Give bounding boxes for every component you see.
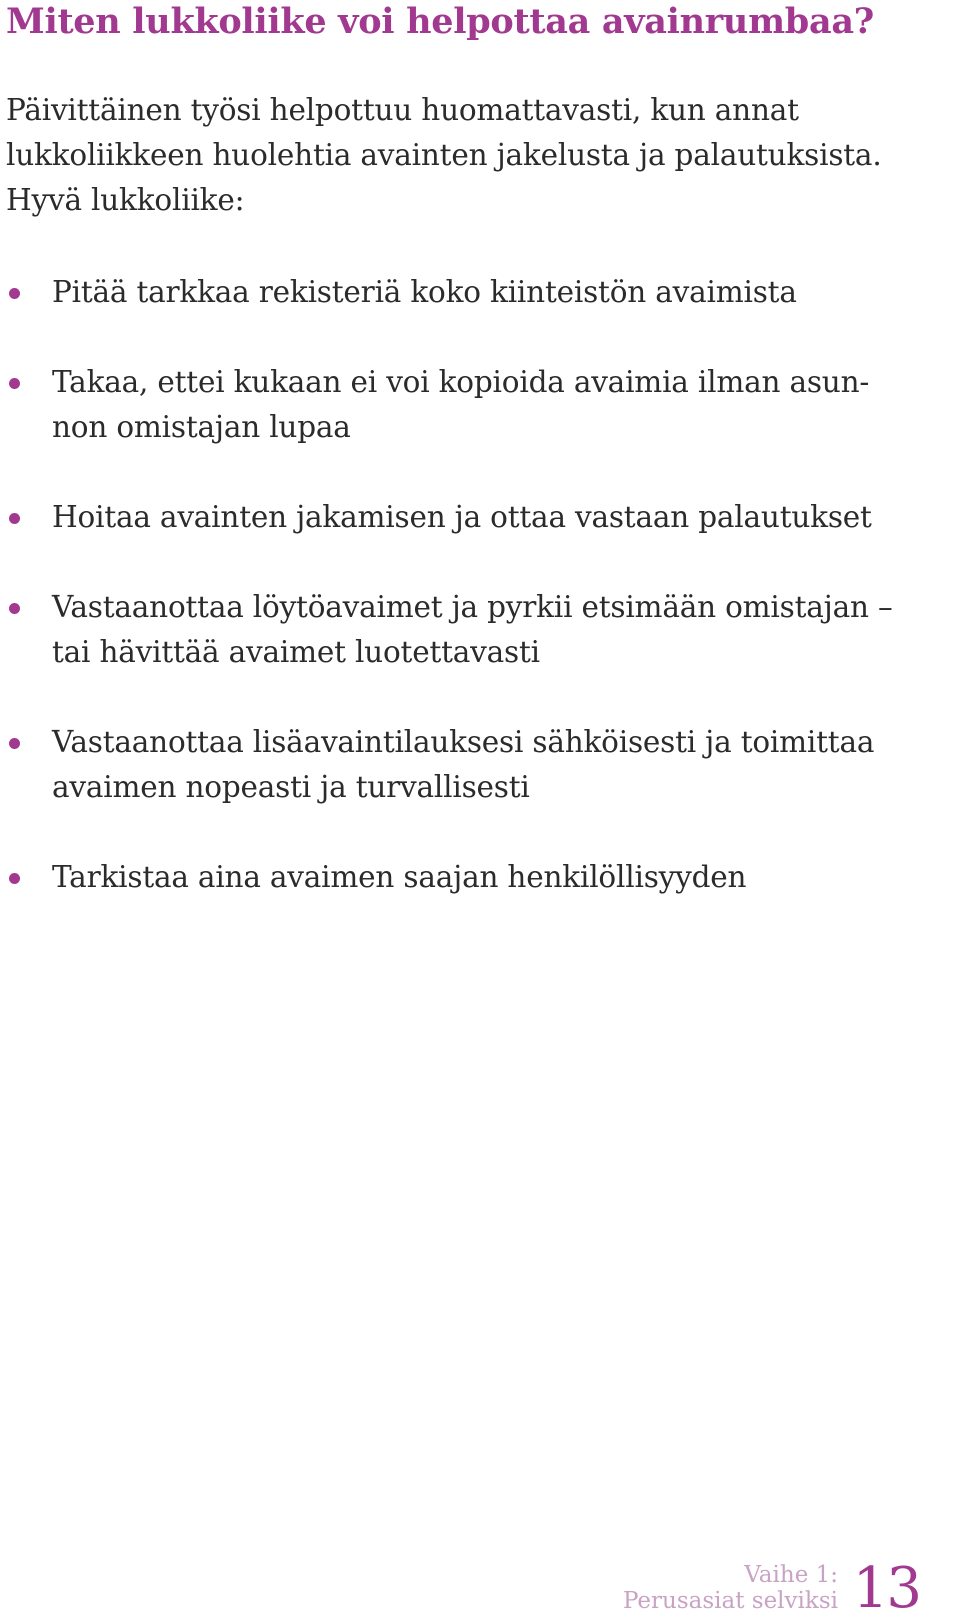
bullet-item <box>52 720 932 810</box>
bullet-text: Tarkistaa aina avaimen saajan henkilöllisyyden <box>52 860 747 894</box>
bullet-dot-icon <box>9 378 20 389</box>
footer-section-label: Vaihe 1: <box>744 1562 838 1588</box>
bullet-item <box>52 360 892 450</box>
bullet-dot-icon <box>9 288 20 299</box>
bullet-text: Vastaanottaa lisäavaintilauksesi sähköisesti ja toimittaa avaimen nopeasti ja turvallisesti <box>52 725 875 804</box>
bullet-text: Hoitaa avainten jakamisen ja ottaa vastaan palautukset <box>52 500 872 534</box>
bullet-item <box>52 270 932 315</box>
intro-paragraph: Päivittäinen työsi helpottuu huomattavasti, kun annat lukkoliikkeen huolehtia avainten jakelusta ja palautuksista. Hyvä lukkoliike: <box>6 93 882 217</box>
page-title: Miten lukkoliike voi helpottaa avainrumbaa? <box>6 1 874 42</box>
page-number: 13 <box>852 1556 920 1621</box>
bullet-item <box>52 855 932 900</box>
bullet-item <box>52 495 932 540</box>
bullet-dot-icon <box>9 873 20 884</box>
bullet-item <box>52 585 932 675</box>
bullet-text: Takaa, ettei kukaan ei voi kopioida avaimia ilman asun-non omistajan lupaa <box>52 365 870 444</box>
footer-section-title: Perusasiat selviksi <box>622 1588 838 1614</box>
page-footer <box>520 1554 920 1624</box>
bullet-text: Pitää tarkkaa rekisteriä koko kiinteistön avaimista <box>52 275 797 309</box>
bullet-dot-icon <box>9 603 20 614</box>
bullet-dot-icon <box>9 738 20 749</box>
bullet-dot-icon <box>9 513 20 524</box>
bullet-text: Vastaanottaa löytöavaimet ja pyrkii etsimään omistajan – tai hävittää avaimet luotettavasti <box>52 590 893 669</box>
